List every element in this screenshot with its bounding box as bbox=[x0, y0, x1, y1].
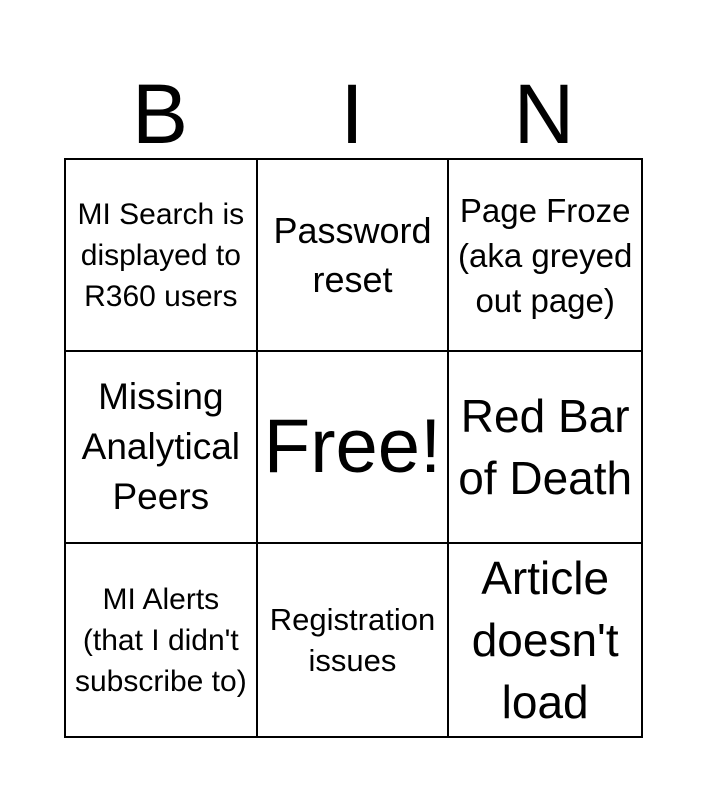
bingo-board bbox=[64, 158, 643, 738]
bingo-cell[interactable] bbox=[258, 160, 450, 352]
header-letter-i: I bbox=[340, 67, 364, 161]
bingo-cell[interactable] bbox=[449, 352, 641, 544]
bingo-cell[interactable] bbox=[66, 544, 258, 736]
bingo-cell[interactable] bbox=[66, 160, 258, 352]
free-space-label: Free! bbox=[263, 404, 442, 489]
bingo-cell-text: MI Search is displayed to R360 users bbox=[77, 197, 245, 313]
bingo-cell-text: Registration issues bbox=[269, 602, 436, 678]
header-letter-b: B bbox=[131, 67, 189, 161]
header-letter-n: N bbox=[513, 67, 575, 161]
bingo-cell-text: Article doesn't load bbox=[471, 552, 619, 728]
bingo-cell[interactable] bbox=[258, 544, 450, 736]
bingo-cell-text: MI Alerts (that I didn't subscribe to) bbox=[74, 582, 247, 698]
bingo-cell-text: Page Froze (aka greyed out page) bbox=[458, 191, 633, 319]
bingo-cell-text: Missing Analytical Peers bbox=[81, 376, 240, 517]
bingo-cell-text: Red Bar of Death bbox=[458, 390, 633, 504]
bingo-cell[interactable] bbox=[66, 352, 258, 544]
bingo-cell[interactable] bbox=[449, 160, 641, 352]
free-space-cell[interactable] bbox=[258, 352, 450, 544]
bingo-cell-text: Password reset bbox=[273, 210, 432, 300]
bingo-header bbox=[64, 0, 641, 161]
bingo-cell[interactable] bbox=[449, 544, 641, 736]
